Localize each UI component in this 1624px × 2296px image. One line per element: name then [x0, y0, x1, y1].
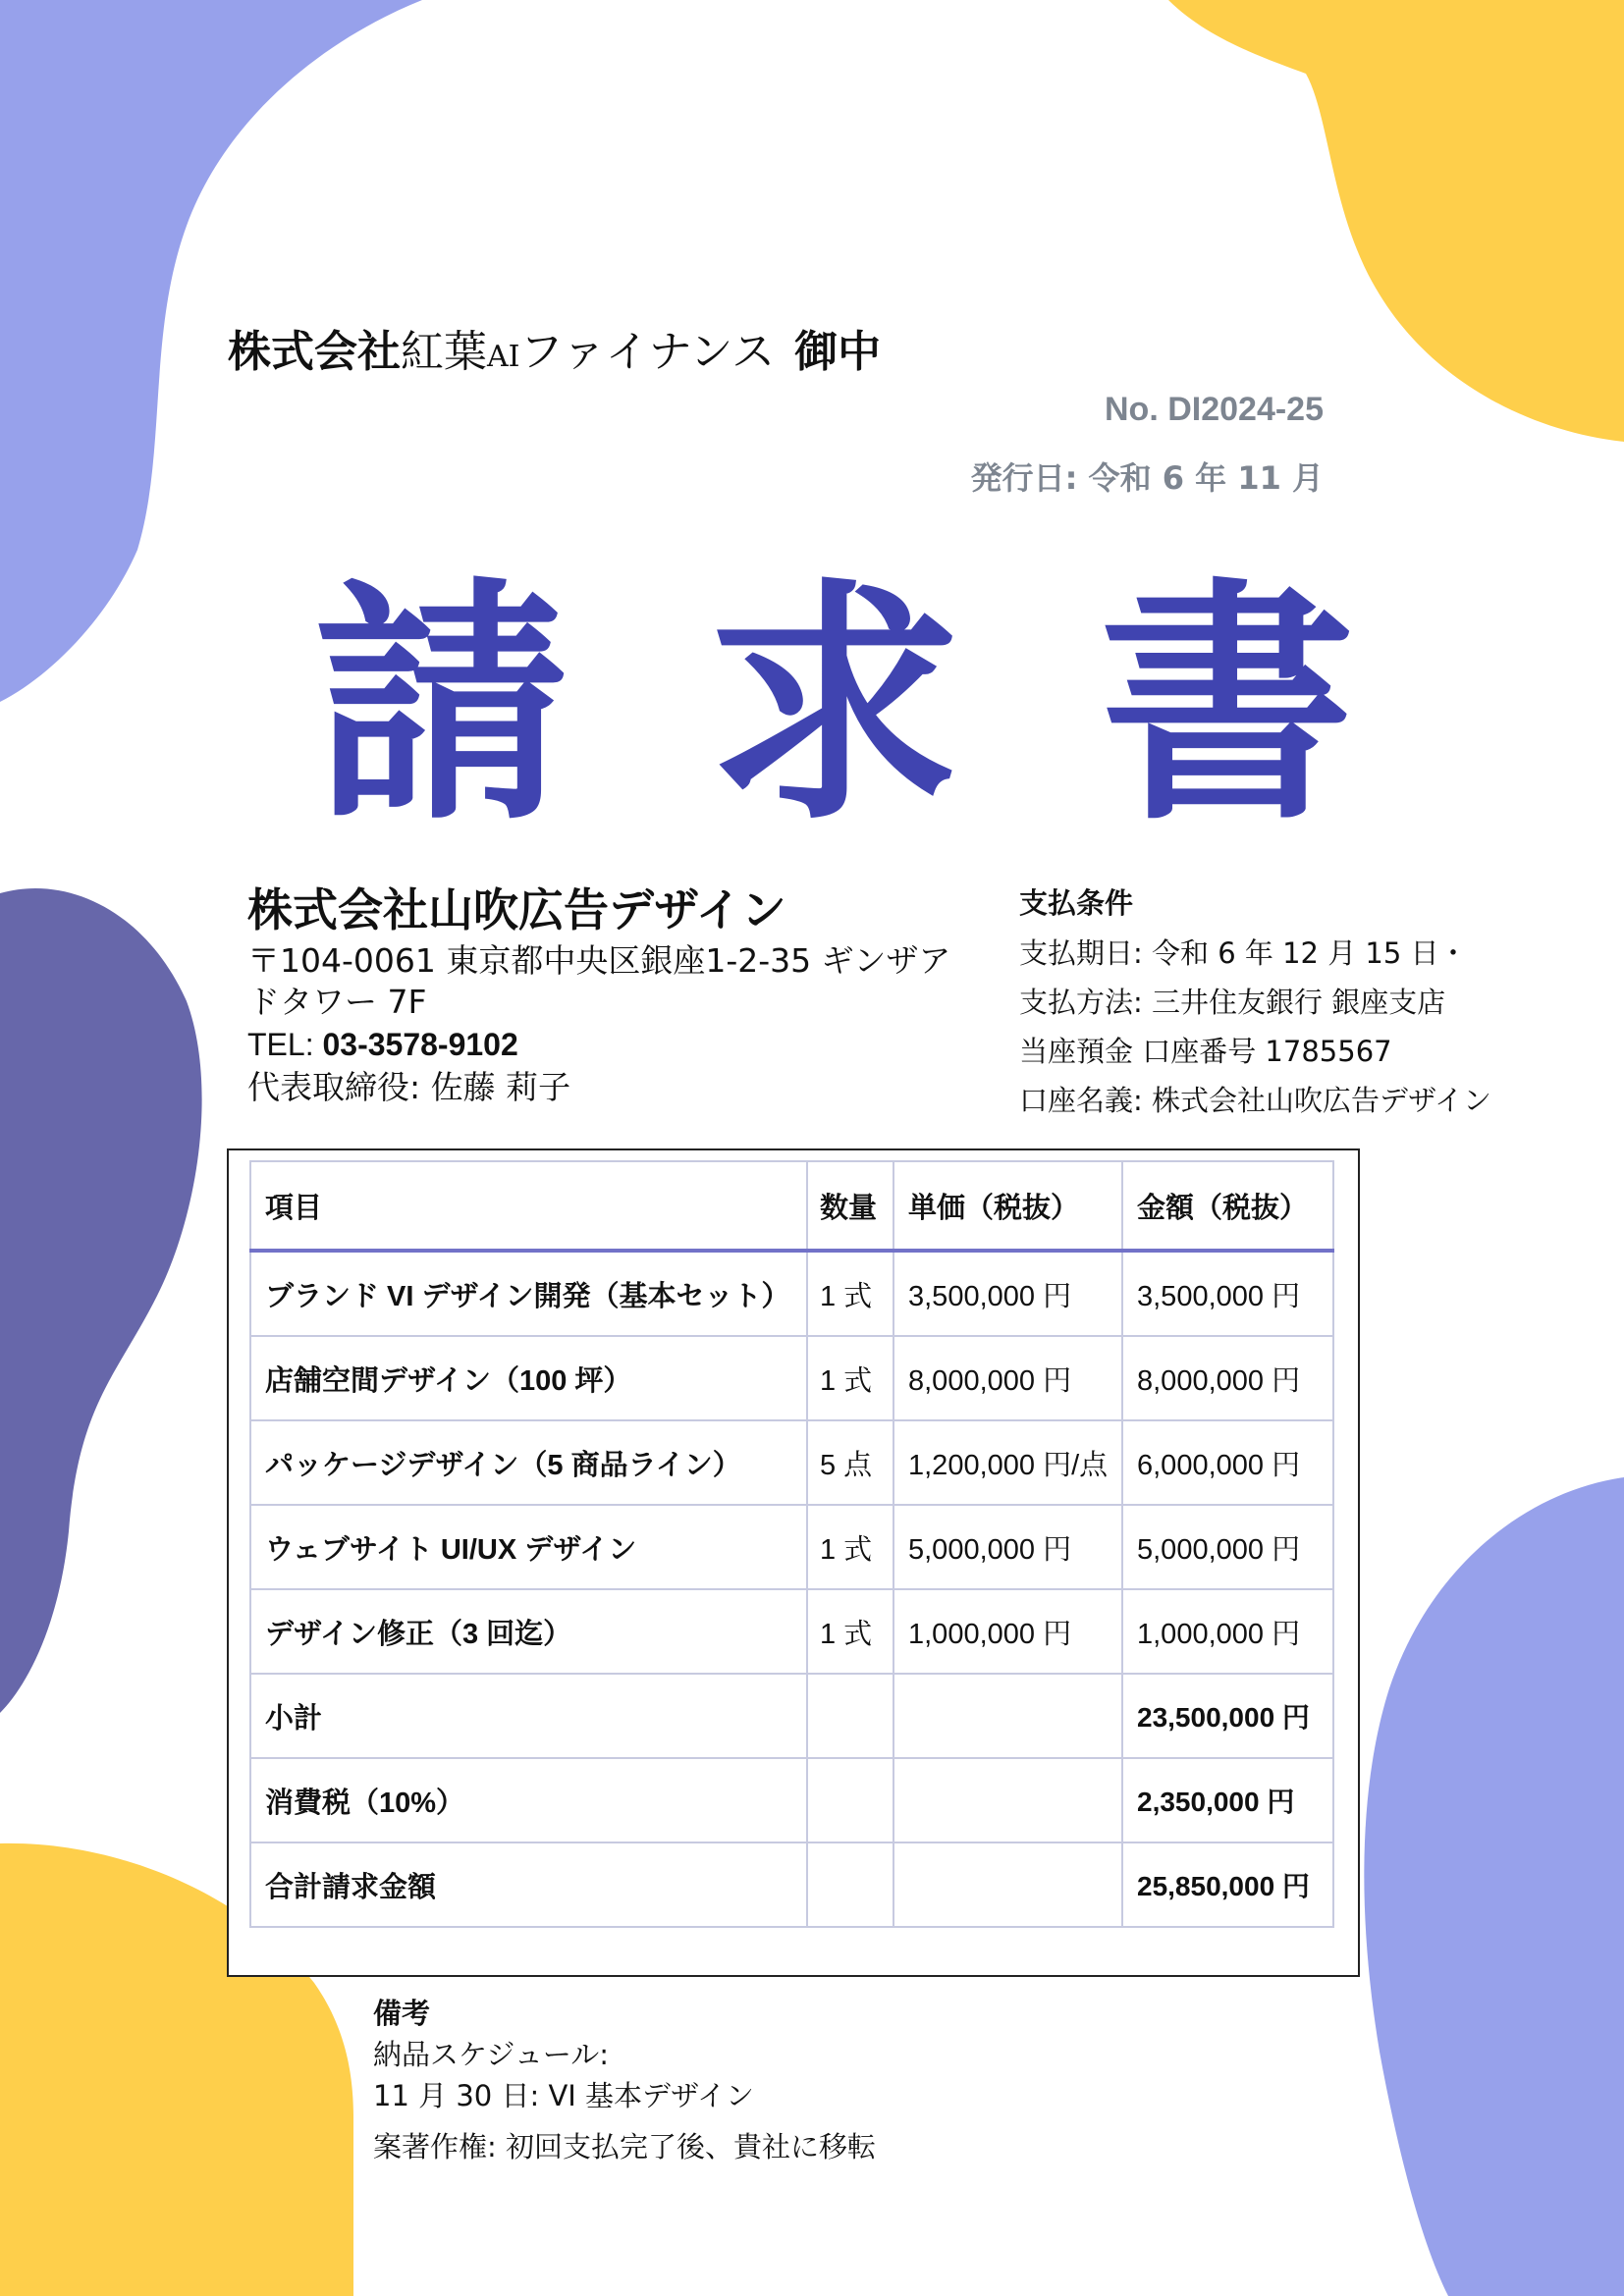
empty-cell [893, 1758, 1122, 1842]
title-char-3: 書 [1100, 559, 1355, 855]
issue-date-label: 発行日: [970, 459, 1089, 497]
total-value: 25,850,000 円 [1122, 1842, 1333, 1927]
tax-label: 消費税（10%） [250, 1758, 807, 1842]
row-unit-price: 1,000,000 円 [893, 1589, 1122, 1674]
title-char-1: 請 [314, 559, 569, 855]
yellow-blob-top-right [1168, 0, 1624, 442]
row-amount: 3,500,000 円 [1122, 1251, 1333, 1336]
title-char-2: 求 [707, 559, 962, 855]
sender-block [247, 880, 974, 1109]
header-qty: 数量 [807, 1161, 893, 1251]
recipient-prefix: 株式会社 [228, 327, 401, 377]
sender-address-line-1: 〒104-0061 東京都中央区銀座1-2-35 ギンザア [247, 941, 951, 980]
recipient-name [228, 316, 881, 379]
row-qty: 1 式 [807, 1251, 893, 1336]
tel-value: 03-3578-9102 [322, 1027, 518, 1062]
empty-cell [893, 1842, 1122, 1927]
remarks-line-2: 11 月 30 日: VI 基本デザイン [373, 2079, 755, 2112]
remarks-block [373, 1993, 1257, 2167]
row-amount: 5,000,000 円 [1122, 1505, 1333, 1589]
sender-representative: 代表取締役: 佐藤 莉子 [247, 1068, 571, 1106]
row-unit-price: 5,000,000 円 [893, 1505, 1122, 1589]
row-item: ブランド VI デザイン開発（基本セット） [250, 1251, 807, 1336]
row-item: 店舗空間デザイン（100 坪） [250, 1336, 807, 1420]
subtotal-value: 23,500,000 円 [1122, 1674, 1333, 1758]
row-unit-price: 3,500,000 円 [893, 1251, 1122, 1336]
row-qty: 1 式 [807, 1336, 893, 1420]
lavender-blob-bottom-right [1364, 1477, 1624, 2296]
sender-tel [247, 1023, 974, 1066]
row-qty: 5 点 [807, 1420, 893, 1505]
row-amount: 8,000,000 円 [1122, 1336, 1333, 1420]
recipient-name-kanji: 紅葉 [401, 327, 487, 377]
recipient-company-body [401, 327, 775, 377]
recipient-honorific: 御中 [794, 327, 882, 377]
document-title [314, 559, 1355, 855]
subtotal-label: 小計 [250, 1674, 807, 1758]
tax-row [250, 1758, 1333, 1842]
tax-value: 2,350,000 円 [1122, 1758, 1333, 1842]
recipient-name-kana: ファイナンス [519, 327, 776, 377]
row-item: パッケージデザイン（5 商品ライン） [250, 1420, 807, 1505]
remarks-line-3: 案著作権: 初回支払完了後、貴社に移転 [373, 2130, 876, 2163]
total-label: 合計請求金額 [250, 1842, 807, 1927]
invoice-table-frame [227, 1148, 1360, 1977]
row-amount: 6,000,000 円 [1122, 1420, 1333, 1505]
empty-cell [807, 1674, 893, 1758]
remarks-line-1: 納品スケジュール: [373, 2038, 610, 2071]
row-amount: 1,000,000 円 [1122, 1589, 1333, 1674]
sender-address-line-2: ドタワー 7F [247, 983, 427, 1021]
total-row [250, 1842, 1333, 1927]
invoice-table [249, 1160, 1334, 1928]
header-amount: 金額（税抜） [1122, 1161, 1333, 1251]
empty-cell [893, 1674, 1122, 1758]
row-unit-price: 1,200,000 円/点 [893, 1420, 1122, 1505]
empty-cell [807, 1842, 893, 1927]
payment-holder: 口座名義: 株式会社山吹広告デザイン [1019, 1084, 1491, 1117]
header-unit-price: 単価（税抜） [893, 1161, 1122, 1251]
invoice-number: No. DI2024-25 [1105, 391, 1324, 428]
table-row [250, 1251, 1333, 1336]
row-item: デザイン修正（3 回迄） [250, 1589, 807, 1674]
issue-date-value: 令和 6 年 11 月 [1088, 459, 1324, 497]
table-row [250, 1505, 1333, 1589]
payment-heading: 支払条件 [1019, 886, 1134, 920]
row-qty: 1 式 [807, 1589, 893, 1674]
payment-due-date: 支払期日: 令和 6 年 12 月 15 日・ [1019, 936, 1468, 970]
table-row [250, 1420, 1333, 1505]
table-row [250, 1336, 1333, 1420]
row-unit-price: 8,000,000 円 [893, 1336, 1122, 1420]
subtotal-row [250, 1674, 1333, 1758]
table-row [250, 1589, 1333, 1674]
purple-blob-left [0, 888, 202, 1713]
row-qty: 1 式 [807, 1505, 893, 1589]
table-header-row [250, 1161, 1333, 1251]
issue-date [971, 454, 1324, 499]
header-item: 項目 [250, 1161, 807, 1251]
empty-cell [807, 1758, 893, 1842]
recipient-name-ai: AI [487, 340, 520, 374]
sender-company-name: 株式会社山吹広告デザイン [247, 883, 786, 936]
payment-method: 支払方法: 三井住友銀行 銀座支店 [1019, 986, 1446, 1019]
payment-terms [1019, 883, 1608, 1125]
remarks-heading: 備考 [373, 1997, 431, 2030]
tel-label: TEL: [247, 1027, 323, 1062]
payment-account: 当座預金 口座番号 1785567 [1019, 1035, 1392, 1068]
row-item: ウェブサイト UI/UX デザイン [250, 1505, 807, 1589]
